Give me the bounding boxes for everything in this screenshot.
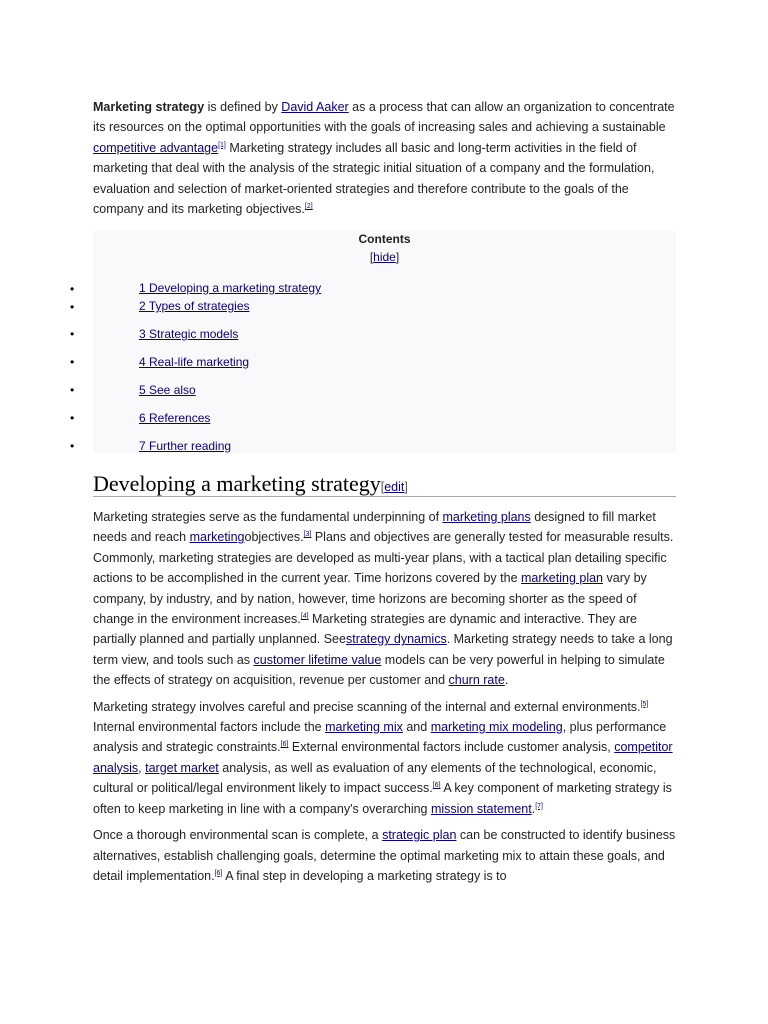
toc-bullet: • [70, 383, 75, 397]
link-strategic-plan[interactable]: strategic plan [382, 828, 457, 843]
text: , plus performance analysis and strategic constraints. [93, 720, 667, 755]
text: . [504, 673, 509, 688]
toc-bullet: • [70, 355, 75, 369]
toc-bullet: • [70, 411, 75, 425]
text: Marketing strategy involves careful and precise scanning of the internal and external environments. [93, 699, 641, 714]
toc-item-6[interactable]: 6 References [139, 411, 211, 425]
intro-paragraph [93, 97, 676, 219]
text: models can be very powerful in helping to simulate the effects of strategy on acquisition, revenue per customer and [93, 652, 665, 688]
toc-bullet: • [70, 439, 75, 453]
bracket: [ [369, 250, 374, 264]
toc-hide-link[interactable]: hide [373, 250, 396, 264]
link-competitive-advantage[interactable]: competitive advantage [93, 140, 219, 155]
toc-bullet: • [70, 282, 75, 296]
ref-6b[interactable]: [6] [432, 782, 441, 790]
link-churn-rate[interactable]: churn rate [448, 673, 505, 688]
toc-item-3[interactable]: 3 Strategic models [139, 327, 239, 341]
paragraph-3 [93, 825, 676, 886]
edit-section [381, 480, 408, 494]
link-competitor-analysis[interactable]: competitor analysis [93, 740, 673, 775]
text: Once a thorough environmental scan is complete, a [93, 828, 383, 843]
text: Marketing strategy includes all basic and long-term activities in the field of marketing that deal with the analysis of the strategic initial situation of a company and the formulation, evaluation and selection of market-oriented strategies and therefore contribute to the goals of the company and its marketing objectives. [93, 140, 655, 217]
text: Plans and objectives are generally tested for measurable results. Commonly, marketing strategies are developed as multi-year plans, with a tactical plan detailing specific actions to be accomplished in the current year. Time horizons covered by the [93, 530, 674, 586]
term-bold: Marketing strategy [93, 100, 205, 114]
link-customer-lifetime-value[interactable]: customer lifetime value [253, 652, 382, 667]
ref-1[interactable]: [1] [218, 141, 226, 149]
link-marketing[interactable]: marketing [189, 530, 245, 545]
text: A final step in developing a marketing strategy is to [222, 868, 507, 883]
text: objectives. [244, 530, 304, 545]
ref-3[interactable]: [3] [303, 531, 312, 539]
heading-text: Developing a marketing strategy [93, 471, 381, 496]
text: External environmental factors include customer analysis, [288, 740, 615, 755]
ref-6[interactable]: [6] [280, 741, 289, 749]
toc-item-5[interactable]: 5 See also [139, 383, 196, 397]
text: vary by company, by industry, and by nation, however, time horizons are becoming shorter as the speed of change in the environment increases. [93, 571, 647, 627]
text: A key component of marketing strategy is often to keep marketing in line with a company's overarching [93, 781, 672, 816]
ref-5[interactable]: [5] [640, 700, 649, 708]
toc-title: Contents [358, 232, 411, 246]
toc-item-4[interactable]: 4 Real-life marketing [139, 355, 250, 369]
edit-link[interactable]: edit [384, 480, 405, 494]
link-marketing-plan[interactable]: marketing plan [521, 571, 604, 586]
text: can be constructed to identify business alternatives, establish challenging goals, determine the optimal marketing mix to attain these goals, and detail implementation. [93, 828, 676, 883]
link-marketing-mix[interactable]: marketing mix [325, 720, 403, 735]
toc-hide [93, 249, 676, 265]
text: Marketing strategies are dynamic and interactive. They are partially planned and partially unplanned. See [93, 612, 637, 647]
link-mission-statement[interactable]: mission statement [430, 801, 532, 816]
toc-item-7[interactable]: 7 Further reading [139, 439, 232, 453]
section-body [93, 507, 676, 892]
toc-item-2[interactable]: 2 Types of strategies [139, 299, 250, 313]
toc-bullet: • [70, 300, 75, 314]
text: is defined by [204, 100, 282, 114]
link-marketing-mix-modeling[interactable]: marketing mix modeling [430, 720, 563, 735]
ref-2[interactable]: [2] [304, 203, 313, 211]
link-target-market[interactable]: target market [145, 760, 219, 775]
text: Internal environmental factors include the [93, 720, 326, 735]
text: designed to fill market needs and reach [93, 510, 656, 545]
link-david-aaker[interactable]: David Aaker [281, 100, 349, 114]
link-marketing-plans[interactable]: marketing plans [442, 510, 531, 524]
text: . Marketing strategy needs to take a long term view, and tools such as [93, 632, 673, 667]
ref-7[interactable]: [7] [535, 802, 543, 810]
toc-item-1[interactable]: 1 Developing a marketing strategy [139, 281, 322, 295]
text: and [402, 720, 431, 735]
section-heading [93, 470, 676, 497]
text: analysis, as well as evaluation of any elements of the technological, economic, cultural or political/legal environment likely to impact success. [93, 760, 657, 796]
ref-4[interactable]: [4] [300, 613, 309, 621]
text: , [138, 760, 146, 775]
paragraph-1 [93, 507, 676, 691]
text: . [531, 801, 536, 816]
intro-text [93, 97, 676, 219]
paragraph-2 [93, 697, 676, 819]
text: as a process that can allow an organization to concentrate its resources on the optimal opportunities with the goals of increasing sales and achieving a sustainable [93, 100, 675, 135]
ref-6c[interactable]: [6] [214, 869, 223, 877]
text: Marketing strategies serve as the fundamental underpinning of [93, 510, 443, 524]
bracket: ] [404, 480, 408, 494]
toc-bullet: • [70, 327, 75, 341]
bracket: [ [380, 480, 385, 494]
bracket: ] [395, 250, 400, 264]
link-strategy-dynamics[interactable]: strategy dynamics [345, 632, 447, 647]
